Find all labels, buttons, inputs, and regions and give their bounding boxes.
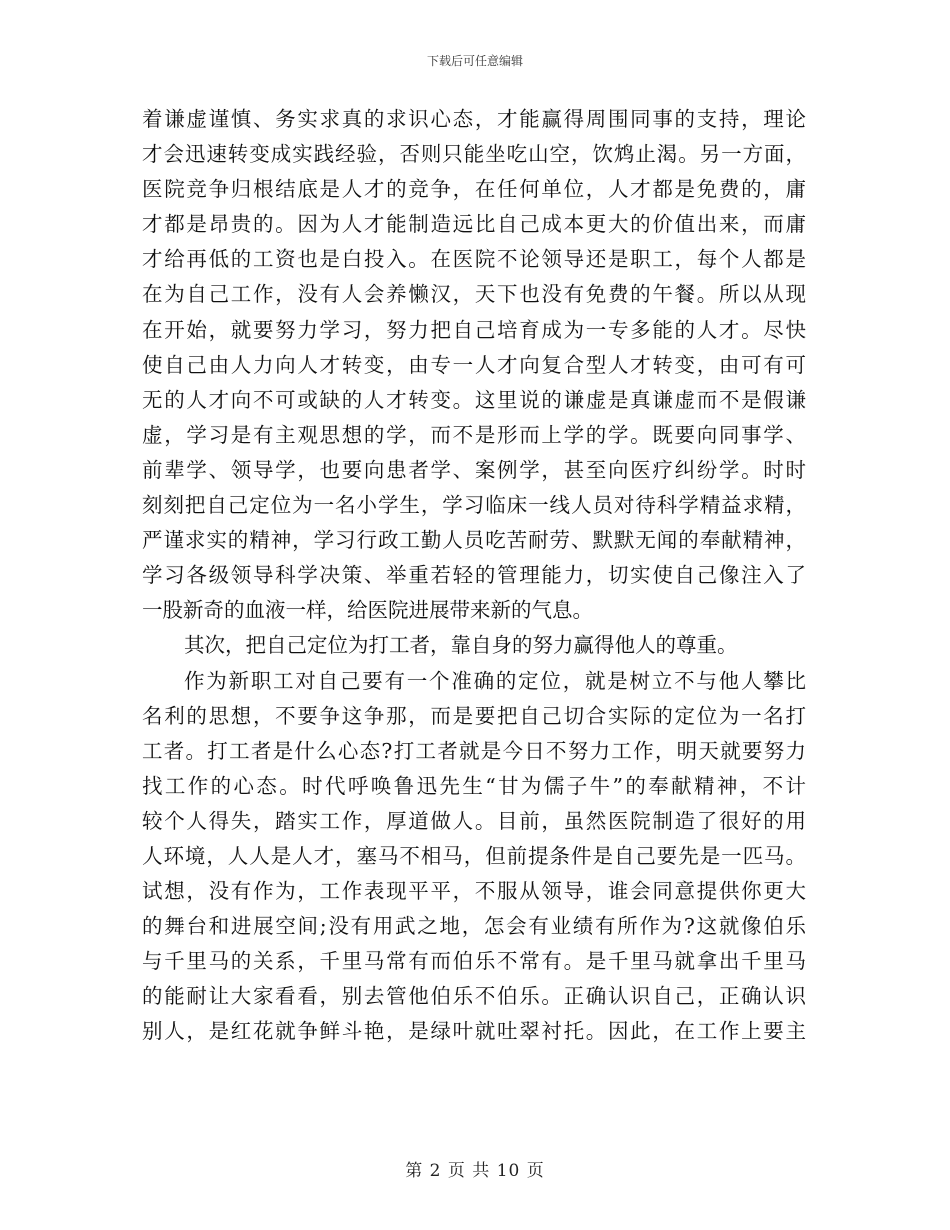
text-line: 别人，是红花就争鲜斗艳，是绿叶就吐翠衬托。因此，在工作上要主 [142,1019,806,1044]
text-line: 在开始，就要努力学习，努力把自己培育成为一专多能的人才。尽快 [142,317,806,342]
text-line: 一股新奇的血液一样，给医院进展带来新的气息。 [142,598,593,623]
text-line: 才会迅速转变成实践经验，否则只能坐吃山空，饮鸩止渴。另一方面， [142,142,806,167]
paragraph-start-line: 作为新职工对自己要有一个准确的定位，就是树立不与他人攀比 [184,668,806,693]
text-line: 无的人才向不可或缺的人才转变。这里说的谦虚是真谦虚而不是假谦 [142,387,806,412]
text-line: 才给再低的工资也是白投入。在医院不论领导还是职工，每个人都是 [142,247,806,272]
page-number-footer: 第 2 页 共 10 页 [405,1161,545,1181]
text-line: 的能耐让大家看看，别去管他伯乐不伯乐。正确认识自己，正确认识 [142,984,806,1009]
text-line: 试想，没有作为，工作表现平平，不服从领导，谁会同意提供你更大 [142,879,806,904]
text-line: 的舞台和进展空间;没有用武之地，怎会有业绩有所作为?这就像伯乐 [142,914,806,939]
text-line: 人环境，人人是人才，塞马不相马，但前提条件是自己要先是一匹马。 [142,843,806,868]
text-line: 刻刻把自己定位为一名小学生，学习临床一线人员对待科学精益求精， [142,493,806,518]
text-line: 使自己由人力向人才转变，由专一人才向复合型人才转变，由可有可 [142,352,806,377]
text-line: 与千里马的关系，千里马常有而伯乐不常有。是千里马就拿出千里马 [142,949,806,974]
text-line: 才都是昂贵的。因为人才能制造远比自己成本更大的价值出来，而庸 [142,212,806,237]
text-line: 着谦虚谨慎、务实求真的求识心态，才能赢得周围同事的支持，理论 [142,107,806,131]
text-line: 工者。打工者是什么心态?打工者就是今日不努力工作，明天就要努力 [142,738,806,763]
text-line: 虚，学习是有主观思想的学，而不是形而上学的学。既要向同事学、 [142,422,806,447]
page-header: 下载后可任意编辑 [426,54,523,68]
text-line: 严谨求实的精神，学习行政工勤人员吃苦耐劳、默默无闻的奉献精神， [142,528,806,553]
text-line: 在为自己工作，没有人会养懒汉，天下也没有免费的午餐。所以从现 [142,282,806,307]
text-line: 找工作的心态。时代呼唤鲁迅先生“甘为儒子牛”的奉献精神，不计 [142,773,806,798]
section-heading-line: 其次，把自己定位为打工者，靠自身的努力赢得他人的尊重。 [184,633,738,658]
text-line: 前辈学、领导学，也要向患者学、案例学，甚至向医疗纠纷学。时时 [142,457,806,482]
document-body [142,102,806,1050]
text-line: 学习各级领导科学决策、举重若轻的管理能力，切实使自己像注入了 [142,563,806,588]
text-line: 较个人得失，踏实工作，厚道做人。目前，虽然医院制造了很好的用 [142,808,806,833]
text-line: 名利的思想，不要争这争那，而是要把自己切合实际的定位为一名打 [142,703,806,728]
text-line: 医院竞争归根结底是人才的竞争，在任何单位，人才都是免费的，庸 [142,177,806,202]
